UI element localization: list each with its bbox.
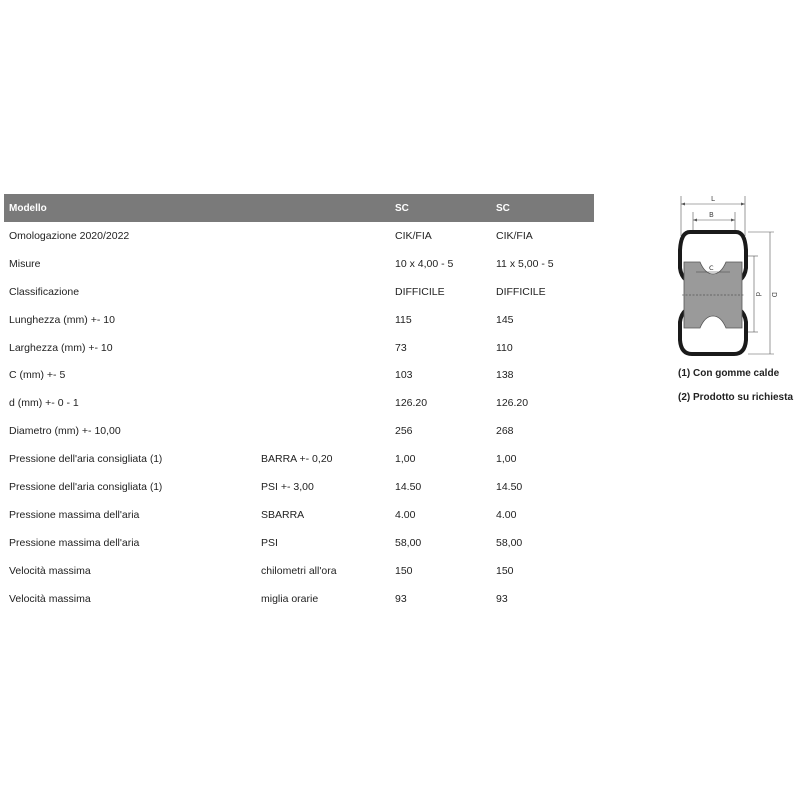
row-value-b: 150	[496, 564, 514, 577]
tyre-diagram	[672, 192, 782, 362]
dim-l-label: L	[711, 195, 715, 203]
row-sub: chilometri all'ora	[261, 564, 337, 577]
table-row	[4, 361, 594, 389]
row-label-cell	[4, 334, 261, 362]
row-value-a: 4.00	[395, 508, 416, 521]
row-label: Pressione dell'aria consigliata	[9, 453, 147, 466]
row-sub	[261, 417, 395, 445]
header-col-a: SC	[395, 194, 496, 222]
row-label-cell	[4, 278, 261, 306]
row-value-a: CIK/FIA	[395, 229, 432, 242]
row-sub	[261, 250, 395, 278]
row-label: Diametro (mm) +- 10,00	[9, 425, 121, 438]
row-note: (1)	[150, 481, 163, 493]
table-row	[4, 417, 594, 445]
table-row	[4, 473, 594, 501]
row-sub	[261, 361, 395, 389]
row-label: Omologazione 2020/2022	[9, 229, 130, 242]
table-header-row	[4, 194, 594, 222]
row-value-a: 93	[395, 592, 407, 605]
row-sub: BARRA +- 0,20	[261, 453, 333, 466]
row-note: (1)	[150, 454, 163, 466]
dim-b-label: B	[709, 211, 714, 219]
row-label-cell	[4, 557, 261, 585]
notes	[678, 362, 793, 410]
row-value-a: 58,00	[395, 536, 422, 549]
row-label-cell	[4, 473, 261, 501]
row-value-a: 150	[395, 564, 413, 577]
row-value-b: 110	[496, 341, 513, 354]
table-row	[4, 501, 594, 529]
note-hot-tyres: (1) Con gomme calde	[678, 368, 780, 379]
table-row	[4, 278, 594, 306]
table-row	[4, 250, 594, 278]
row-value-b: 14.50	[496, 480, 523, 493]
row-value-b: 145	[496, 313, 514, 326]
row-value-a: 14.50	[395, 480, 422, 493]
note-on-request: (2) Prodotto su richiesta	[678, 392, 794, 403]
row-value-a: 73	[395, 341, 407, 354]
row-label-cell	[4, 501, 261, 529]
row-value-b: 138	[496, 369, 514, 382]
row-sub: SBARRA	[261, 508, 305, 521]
row-value-b: 11 x 5,00 - 5	[496, 257, 554, 270]
row-value-a: 103	[395, 369, 413, 382]
table-row	[4, 529, 594, 557]
row-value-b: DIFFICILE	[496, 285, 546, 298]
row-label: Larghezza (mm) +- 10	[9, 341, 113, 354]
row-value-a: 10 x 4,00 - 5	[395, 257, 454, 270]
row-sub: PSI	[261, 536, 278, 549]
row-sub: miglia orarie	[261, 592, 319, 605]
row-label: Misure	[9, 257, 41, 270]
row-value-a: 115	[395, 313, 412, 326]
table-row	[4, 334, 594, 362]
row-value-b: 58,00	[496, 536, 523, 549]
row-label-cell	[4, 445, 261, 473]
row-label: Pressione dell'aria consigliata	[9, 480, 147, 493]
row-sub	[261, 278, 395, 306]
row-label: d (mm) +- 0 - 1	[9, 397, 79, 410]
dim-l-arrow-left	[681, 203, 685, 206]
row-label-cell	[4, 529, 261, 557]
row-label: Pressione massima dell'aria	[9, 508, 140, 521]
row-value-b: 1,00	[496, 453, 517, 466]
spec-table	[4, 194, 594, 612]
row-value-b: 126.20	[496, 397, 529, 410]
row-sub	[261, 222, 395, 250]
dim-b-arrow-right	[731, 219, 735, 222]
row-value-b: 268	[496, 425, 514, 438]
row-label: C (mm) +- 5	[9, 369, 66, 382]
row-value-b: CIK/FIA	[496, 229, 533, 242]
row-value-a: 256	[395, 425, 413, 438]
row-label: Velocità massima	[9, 592, 91, 605]
row-label-cell	[4, 417, 261, 445]
table-row	[4, 585, 594, 613]
row-value-a: DIFFICILE	[395, 285, 445, 298]
row-sub	[261, 334, 395, 362]
table-row	[4, 445, 594, 473]
row-value-a: 126.20	[395, 397, 428, 410]
table-row	[4, 389, 594, 417]
row-label: Velocità massima	[9, 564, 91, 577]
row-label-cell	[4, 306, 261, 334]
table-row	[4, 306, 594, 334]
row-label-cell	[4, 222, 261, 250]
row-sub	[261, 389, 395, 417]
row-label-cell	[4, 585, 261, 613]
header-model-label: Modello	[4, 194, 261, 222]
row-value-b: 4.00	[496, 508, 517, 521]
dim-c-label: C	[709, 264, 714, 272]
dim-b-arrow-left	[693, 219, 697, 222]
row-sub	[261, 306, 395, 334]
header-sub	[261, 194, 395, 222]
dim-l-arrow-right	[741, 203, 745, 206]
row-label: Lunghezza (mm) +- 10	[9, 313, 115, 326]
row-sub: PSI +- 3,00	[261, 480, 314, 493]
row-value-a: 1,00	[395, 453, 416, 466]
header-col-b: SC	[496, 194, 594, 222]
dim-d-label: d	[754, 292, 762, 297]
table-body	[4, 222, 594, 612]
row-label: Classificazione	[9, 285, 80, 298]
row-label-cell	[4, 389, 261, 417]
table-row	[4, 557, 594, 585]
table-row	[4, 222, 594, 250]
dim-dd-label: D	[770, 292, 778, 298]
row-value-b: 93	[496, 592, 508, 605]
row-label: Pressione massima dell'aria	[9, 536, 140, 549]
row-label-cell	[4, 250, 261, 278]
row-label-cell	[4, 361, 261, 389]
